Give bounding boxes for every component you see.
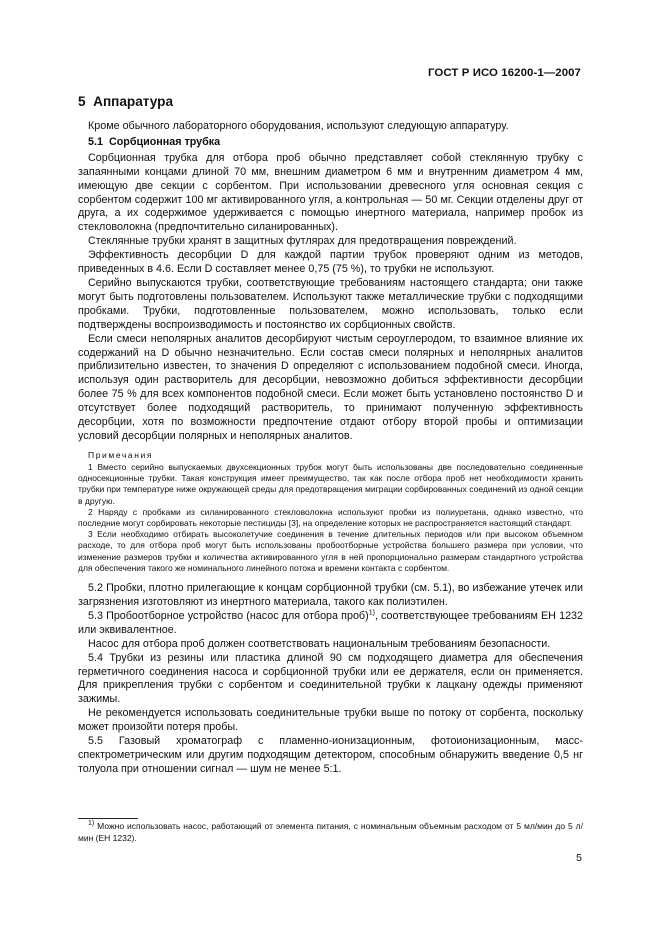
section-heading (78, 94, 583, 109)
section-title: Аппаратура (93, 94, 174, 109)
footnote-ref[interactable]: 1) (368, 609, 375, 617)
paragraph-5-3 (78, 610, 583, 638)
footnote-mark: 1) (88, 820, 95, 828)
note-item: 3 Если необходимо отбирать высоколетучие соединения в течение длительных периодов или при высоком объемном расходе, то для отбора проб могут быть использованы пробоотборные устройства большего размера при условии, что изменение размеров трубки и количества активированного угля в ней пропорционально размерам стандартного устройства для обеспечения такого же номинального линейного потока и времени контакта с сорбентом. (78, 529, 583, 573)
notes-block (78, 450, 583, 574)
paragraph: Серийно выпускаются трубки, соответствующие требованиям настоящего стандарта; они также могут быть подготовлены пользователем. Используют также металлические трубки с подходящими пробками. Трубки, подготовленные пользователем, можно использовать, только если подтверждены воспроизводимость и постоянство их сорбционных свойств. (78, 276, 583, 331)
paragraph-5-4: 5.4 Трубки из резины или пластика длиной 90 см подходящего диаметра для обеспечения герметичного соединения насоса и сорбционной трубки или ее держателя, если он применяется. Для прикрепления трубки с сорбентом и соединительной трубки к лацкану одежды применяют зажимы. (78, 651, 583, 706)
content-body (78, 94, 583, 777)
paragraph-5-4-note: Не рекомендуется использовать соединительные трубки выше по потоку от сорбента, поскольку может произойти потеря пробы. (78, 707, 583, 734)
paragraph-5-5: 5.5 Газовый хроматограф с пламенно-ионизационным, фотоионизационным, масс-спектрометрическим или другим подходящим детектором, способным обнаружить введение 0,5 нг толуола при отношении сигнал — шум не менее 5:1. (78, 735, 583, 775)
footnote-text: Можно использовать насос, работающий от элемента питания, с номинальным объемным расходом от 5 мл/мин до 5 л/мин (ЕН 1232). (78, 821, 583, 843)
paragraph: Если смеси неполярных аналитов десорбируют чистым сероуглеродом, то взаимное влияние их содержаний на D обычно незначительно. Если состав смеси полярных и неполярных аналитов приблизительно известен, то значения D определяют с использованием подобной смеси. Иногда, используя один растворитель для десорбции, невозможно добиться эффективности десорбции более 75 % для всех компонентов подобной смеси. Если может быть установлено постоянство D и отсутствует более подходящий растворитель, то принимают полученную эффективность десорбции, хотя по возможности предпочтение отдают отбору второй пробы и оптимизации условий десорбции полярных и неполярных аналитов. (78, 332, 583, 442)
subsection-title: Сорбционная трубка (108, 135, 221, 148)
notes-heading: Примечания (88, 449, 154, 460)
paragraph: Стеклянные трубки хранят в защитных футлярах для предотвращения повреждений. (88, 235, 517, 248)
paragraph-5-3-text: 5.3 Пробоотборное устройство (насос для отбора проб) (88, 609, 369, 622)
paragraph: Сорбционная трубка для отбора проб обычно представляет собой стеклянную трубку с запаянными концами длиной 70 мм, внешним диаметром 6 мм и внутренним диаметром 4 мм, имеющую две секции с сорбентом. При использовании древесного угля основная секция с сорбентом содержит 100 мг активированного угля, а контрольная — 50 мг. Секции отделены друг от друга, а их содержимое удерживается с помощью инертного материала, например пробок из стекловолокна (предпочтительно силанированных). (78, 151, 583, 234)
page-number: 5 (576, 852, 582, 864)
document-header: ГОСТ Р ИСО 16200-1—2007 (428, 67, 581, 79)
section-intro: Кроме обычного лабораторного оборудования, используют следующую аппаратуру. (88, 120, 509, 132)
paragraph-5-2: 5.2 Пробки, плотно прилегающие к концам сорбционной трубки (см. 5.1), во избежание утечек или загрязнения изготовляют из инертного материала, такого как полиэтилен. (78, 582, 583, 608)
section-number: 5 (78, 94, 86, 109)
paragraph-5-3-text-tail: , соответствующее требованиям ЕН 1232 или эквивалентное. (78, 609, 583, 636)
footnote (78, 820, 583, 844)
paragraph: Эффективность десорбции D для каждой партии трубок проверяют одним из методов, приведенных в 4.6. Если D составляет менее 0,75 (75 %), то трубки не используют. (78, 249, 583, 276)
footnote-divider (78, 818, 138, 819)
subsection-number: 5.1 (88, 135, 103, 148)
subsection-heading (88, 136, 583, 150)
note-item: 2 Наряду с пробками из силанированного стекловолокна используют пробки из полиуретана, однако известно, что последние могут сорбировать некоторые пестициды [3], на определение которых не распространяется настоящий стандарт. (78, 506, 583, 529)
note-item: 1 Вместо серийно выпускаемых двухсекционных трубок могут быть использованы две последовательно соединенные односекционные трубки. Такая конструкция имеет преимущество, так как после отбора проб нет необходимости хранить трубки при температуре ниже окружающей среды для предотвращения миграции сорбированных соединений из одной секции в другую. (78, 462, 583, 506)
paragraph-5-3-safety: Насос для отбора проб должен соответствовать национальным требованиям безопасности. (88, 637, 551, 650)
